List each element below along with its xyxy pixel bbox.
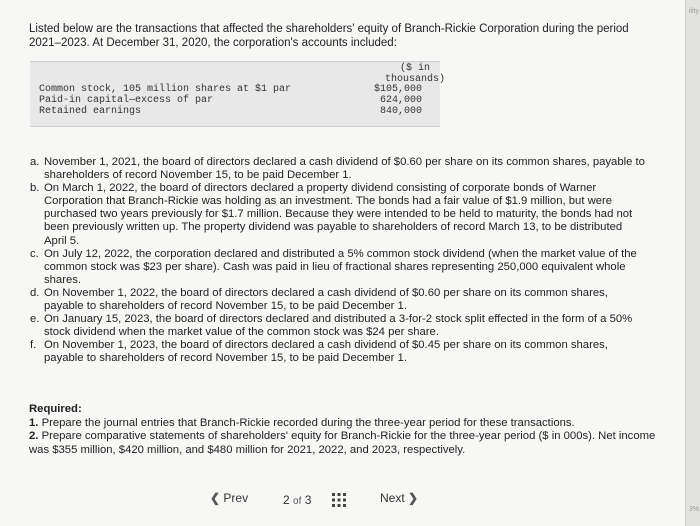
chevron-right-icon: ❯	[408, 491, 419, 505]
item-text: November 1, 2021, the board of directors declared a cash dividend of $0.60 per share on its common shares, payable to shareholders of record November 15, to be paid December 1.	[44, 156, 645, 182]
row-label: Common stock, 105 million shares at $1 par	[39, 84, 292, 95]
item-text: On November 1, 2022, the board of directors declared a cash dividend of $0.60 per share on its common shares, payable to shareholders of record November 15, to be paid December 1.	[44, 286, 608, 313]
table-row	[39, 84, 291, 95]
list-item	[30, 248, 645, 287]
required-heading: Required:	[29, 403, 82, 415]
chevron-left-icon: ❮	[210, 491, 221, 505]
next-label: Next	[380, 491, 405, 505]
unit-header-line2: thousands)	[384, 74, 445, 85]
page-indicator	[283, 493, 311, 507]
row-value: 840,000	[379, 106, 422, 117]
side-top-text: ility	[688, 8, 699, 15]
intro-text: Listed below are the transactions that affected the shareholders' equity of Branch-Rickie Corporation during the period 2021–2023. At December 31, 2020, the corporation's accounts included:	[29, 23, 629, 49]
row-label: Paid-in capital—excess of par	[39, 95, 214, 106]
required-item-number: 2.	[29, 430, 39, 442]
adjacent-panel-edge	[685, 0, 700, 526]
grid-icon[interactable]	[332, 493, 346, 507]
list-item	[30, 156, 645, 182]
prev-button[interactable]	[210, 491, 248, 505]
table-row	[39, 106, 141, 117]
total-pages: 3	[304, 493, 312, 507]
list-item	[30, 287, 645, 313]
item-label: a.	[30, 156, 40, 168]
item-text: On January 15, 2023, the board of directors declared and distributed a 3-for-2 stock split effected in the form of a 50% stock dividend when the market value of the common stock was $24 per share.	[44, 313, 633, 339]
of-label: of	[293, 496, 302, 507]
unit-header	[360, 63, 470, 85]
prev-label: Prev	[223, 491, 249, 505]
row-value: $105,000	[373, 84, 422, 95]
item-text: On March 1, 2022, the board of directors declared a property dividend consisting of corporate bonds of Warner Corporation that Branch-Rickie was holding as an investment. The bonds had a fair value of $1.9 million, but were purchased two years previously for $1.7 million. Because they were intended to be held to maturity, the bonds had not been previously written up. The property dividend was payable to shareholders of record March 13, to be distributed April 5.	[44, 182, 633, 247]
item-label: c.	[30, 247, 39, 260]
item-label: b.	[30, 182, 40, 195]
side-bottom-text: 3%	[688, 506, 699, 513]
row-label: Retained earnings	[39, 106, 142, 117]
list-item	[30, 313, 645, 339]
item-text: On July 12, 2022, the corporation declared and distributed a 5% common stock dividend (when the market value of the common stock was $23 per share). Cash was paid in lieu of fractional shares representing 250,000 equivalent whole shares.	[44, 247, 637, 286]
item-text: On November 1, 2023, the board of directors declared a cash dividend of $0.45 per share on its common shares, payable to shareholders of record November 15, to be paid December 1.	[44, 339, 608, 365]
pagination	[210, 490, 440, 510]
next-button[interactable]	[380, 491, 418, 505]
list-item	[30, 182, 645, 247]
current-page: 2	[283, 493, 290, 507]
item-label: f.	[30, 339, 37, 352]
table-row	[39, 95, 213, 106]
item-label: d.	[30, 286, 40, 299]
unit-header-line1: ($ in	[399, 63, 430, 74]
required-item-text: Prepare the journal entries that Branch-Rickie recorded during the three-year period for these transactions.	[41, 416, 575, 429]
required-item-1	[29, 417, 659, 431]
list-item	[30, 339, 645, 365]
required-item-number: 1.	[29, 416, 39, 429]
required-item-2	[29, 430, 659, 457]
transaction-list	[30, 156, 645, 366]
required-section	[29, 403, 659, 457]
required-item-text: Prepare comparative statements of shareholders' equity for Branch-Rickie for the three-year period ($ in 000s). Net income was $355 million, $420 million, and $480 million for 2021, 2022, and 2023, respectively.	[29, 430, 656, 456]
row-value: 624,000	[379, 95, 422, 106]
accounts-table	[30, 61, 445, 127]
item-label: e.	[30, 313, 40, 326]
